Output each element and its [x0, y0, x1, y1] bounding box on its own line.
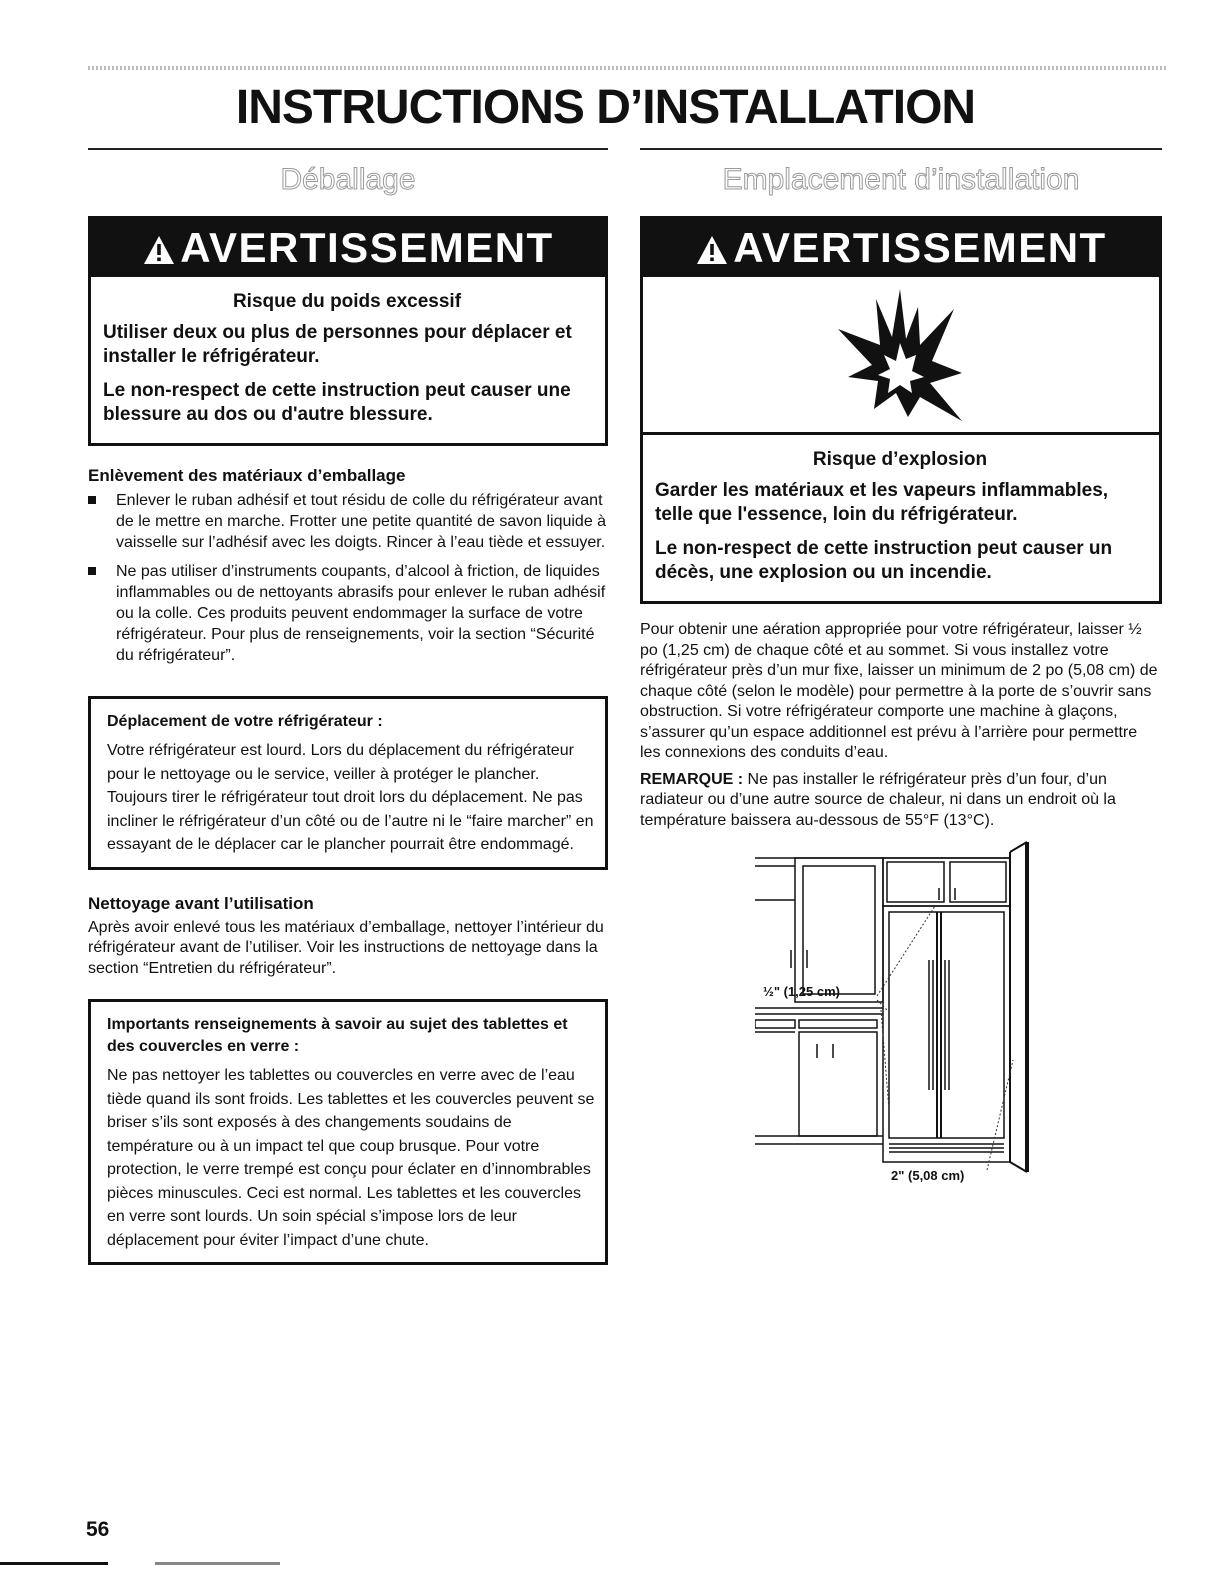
- page-title: INSTRUCTIONS D’INSTALLATION: [235, 81, 976, 134]
- top-dotted-rule: [88, 66, 1168, 70]
- moving-title: Déplacement de votre réfrigérateur :: [107, 713, 383, 730]
- wall-icon: [1010, 842, 1027, 1172]
- clearance-label-top: ½" (1,25 cm): [763, 984, 840, 999]
- cleaning-text: Après avoir enlevé tous les matériaux d’emballage, nettoyer l’intérieur du réfrigérateur avant de l’utiliser. Voir les instructions de nettoyage dans la section “Entretien du réfrigérateur”.: [88, 918, 604, 977]
- section-title-unpacking: Déballage: [280, 163, 416, 196]
- moving-info-box: [88, 696, 608, 870]
- warning-instruction: Garder les matériaux et les vapeurs inflammables, telle que l'essence, loin du réfrigérateur.: [655, 480, 1109, 525]
- explosion-pictogram: [643, 277, 1159, 435]
- note-paragraph: [640, 770, 1162, 832]
- list-item-text: Enlever le ruban adhésif et tout résidu de colle du réfrigérateur avant de le mettre en marche. Frotter une petite quantité de savon liquide à vaisselle sur l’adhésif avec les doigts. Rincer à l’eau tiède et essuyer.: [116, 492, 607, 551]
- right-column: [640, 148, 1162, 837]
- clearance-text: Pour obtenir une aération appropriée pour votre réfrigérateur, laisser ½ po (1,25 cm) de chaque côté et au sommet. Si vous installez votre réfrigérateur près d’un mur fixe, laisser un minimum de 2 po (5,08 cm) de chaque côté (selon le modèle) pour permettre à la porte de s’ouvrir sans obstruction. Si votre réfrigérateur comporte une machine à glaçons, s’assurer qu’un espace additionnel est prévu à l’arrière pour permettre les connexions des conduits d’eau.: [640, 621, 1158, 761]
- lower-cabinets: [755, 1008, 883, 1144]
- bottom-marks: [0, 1562, 280, 1565]
- warning-risk: Risque du poids excessif: [232, 291, 462, 312]
- warning-box-weight: [88, 216, 608, 446]
- glass-info-box: [88, 999, 608, 1265]
- left-column: [88, 148, 608, 1265]
- warning-header-label: AVERTISSEMENT: [180, 224, 554, 271]
- glass-text: Ne pas nettoyer les tablettes ou couvercles en verre avec de l’eau tiède quand ils sont froids. Les tablettes et les couvercles peuvent se briser s’ils sont exposés à des changements soudains de température ou à un impact tel que coup brusque. Pour votre protection, le verre trempé est conçu pour éclater en d’innombrables pièces minuscules. Ceci est normal. Les tablettes et les couvercles en verre sont lourds. Un soin spécial s’impose lors de leur déplacement pour éviter l’impact d’une chute.: [107, 1067, 595, 1249]
- page-number: 56: [86, 1518, 110, 1541]
- warning-consequence: Le non-respect de cette instruction peut causer un décès, une explosion ou un incendie.: [655, 538, 1113, 583]
- refrigerator-icon: [883, 906, 1010, 1162]
- bullet-icon: [88, 496, 96, 504]
- warning-header-label: AVERTISSEMENT: [733, 224, 1107, 271]
- warning-instruction: Utiliser deux ou plus de personnes pour déplacer et installer le réfrigérateur.: [103, 322, 572, 367]
- warning-consequence: Le non-respect de cette instruction peut causer une blessure au dos ou d'autre blessure.: [103, 380, 571, 425]
- installation-diagram: [755, 840, 1055, 1200]
- moving-text: Votre réfrigérateur est lourd. Lors du déplacement du réfrigérateur pour le nettoyage ou le service, veiller à protéger le plancher. Toujours tirer le réfrigérateur tout droit lors du déplacement. Ne pas incliner le réfrigérateur d’un côté ou de l’autre ni le “faire marcher” en essayant de le déplacer car le plancher pourrait être endommagé.: [107, 742, 594, 853]
- list-item-text: Ne pas utiliser d’instruments coupants, d’alcool à friction, de liquides inflammables ou de nettoyants abrasifs pour enlever le ruban adhésif ou la colle. Ces produits peuvent endommager la surface de votre réfrigérateur. Pour plus de renseignements, voir la section “Sécurité du réfrigérateur”.: [116, 563, 606, 664]
- warning-header: [643, 219, 1159, 277]
- note-text: Ne pas installer le réfrigérateur près d’un four, d’un radiateur ou d’une autre source de chaleur, ni dans un endroit où la température baissera au-dessous de 55°F (13°C).: [640, 770, 1116, 829]
- removal-heading: Enlèvement des matériaux d’emballage: [88, 466, 406, 485]
- section-rule: [640, 148, 1162, 150]
- cleaning-heading: Nettoyage avant l’utilisation: [88, 893, 314, 913]
- warning-header: [91, 219, 605, 277]
- warning-risk: Risque d’explosion: [812, 449, 988, 470]
- glass-title: Importants renseignements à savoir au sujet des tablettes et des couvercles en verre :: [107, 1016, 568, 1055]
- section-rule: [88, 148, 608, 150]
- bullet-icon: [88, 567, 96, 575]
- list-item: [88, 561, 608, 666]
- clearance-label-bottom: 2" (5,08 cm): [891, 1168, 965, 1183]
- section-title-location: Emplacement d’installation: [722, 163, 1080, 196]
- warning-triangle-icon: [695, 223, 729, 281]
- removal-list: [88, 490, 608, 666]
- list-item: [88, 490, 608, 553]
- warning-box-explosion: [640, 216, 1162, 604]
- note-label: REMARQUE :: [640, 770, 744, 788]
- warning-triangle-icon: [142, 223, 176, 281]
- explosion-icon: [826, 281, 976, 431]
